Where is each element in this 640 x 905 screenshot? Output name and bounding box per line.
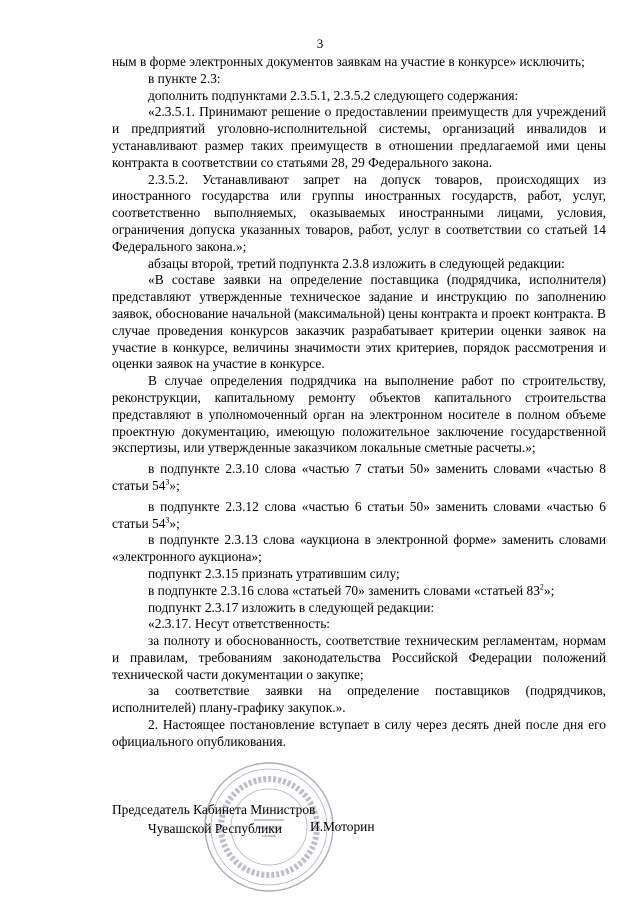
document-body — [112, 54, 606, 751]
superscript-3b: 3 — [165, 515, 170, 525]
signature-block — [112, 800, 315, 838]
paragraph-10-text: в подпункте 2.3.12 слова «частью 6 статьи 50» заменить словами «частью 6 статьи 54 — [112, 498, 606, 531]
signature-title-line2: Чувашской Республики — [148, 821, 282, 836]
paragraph-18: 2. Настоящее постановление вступает в силу через десять дней после дня его официального опубликования. — [112, 717, 606, 749]
paragraph-6: абзацы второй, третий подпункта 2.3.8 изложить в следующей редакции: — [148, 255, 565, 271]
paragraph-7: «В составе заявки на определение поставщика (подрядчика, исполнителя) представляют утвержденные техническое задание и инструкцию по заполнению заявок, обоснование начальной (максимальной) цены контракта и проект контракта. В случае проведения конкурсов заказчик разрабатывает критерии оценки заявок на участие в конкурсе, величины значимости этих критериев, порядок рассмотрения и оценки заявок на участие в конкурсе. — [112, 272, 606, 372]
signature-name: И.Моторин — [310, 819, 375, 834]
paragraph-9 — [112, 461, 606, 495]
paragraph-16: за полноту и обоснованность, соответствие техническим регламентам, нормам и правилам, требованиям законодательства Российской Федерации положений технической части документации о закупке; — [112, 633, 606, 682]
paragraph-3: дополнить подпунктами 2.3.5.1, 2.3.5.2 следующего содержания: — [148, 87, 519, 103]
paragraph-10-end: »; — [169, 515, 180, 531]
superscript-2: 2 — [539, 582, 544, 592]
paragraph-14: подпункт 2.3.17 изложить в следующей редакции: — [148, 599, 435, 615]
paragraph-10 — [112, 499, 606, 533]
paragraph-9-end: »; — [169, 477, 180, 493]
paragraph-15: «2.3.17. Несут ответственность: — [148, 616, 331, 632]
paragraph-4: «2.3.5.1. Принимают решение о предоставлении преимуществ для учреждений и предприятий уголовно-исполнительной системы, организаций инвалидов и устанавливают размер таких преимуществ в отношении предлагаемой ими цены контракта в соответствии со статьями 28, 29 Федерального закона. — [112, 104, 606, 170]
paragraph-2: в пункте 2.3: — [148, 70, 221, 86]
page-number: 3 — [316, 36, 324, 51]
paragraph-13-text: в подпункте 2.3.16 слова «статьей 70» заменить словами «статьей 83 — [148, 582, 540, 598]
paragraph-9-text: в подпункте 2.3.10 слова «частью 7 статьи 50» заменить словами «частью 8 статьи 54 — [112, 461, 606, 493]
paragraph-11: в подпункте 2.3.13 слова «аукциона в электронной форме» заменить словами «электронного аукциона»; — [112, 532, 606, 565]
paragraph-12: подпункт 2.3.15 признать утратившим силу; — [148, 565, 400, 581]
paragraph-17: за соответствие заявки на определение поставщиков (подрядчиков, исполнителей) плану-графику закупок.». — [112, 683, 606, 716]
paragraph-8: В случае определения подрядчика на выполнение работ по строительству, реконструкции, капитальному ремонту объектов капитального строительства представляют в уполномоченный орган на электронном носителе в полном объеме проектную документацию, имеющую положительное заключение государственной экспертизы, или утвержденные заказчиком локальные сметные расчеты.»; — [112, 373, 606, 456]
superscript-3: 3 — [165, 477, 170, 487]
paragraph-5: 2.3.5.2. Устанавливают запрет на допуск товаров, происходящих из иностранного государства или группы иностранных государств, работ, услуг, соответственно выполняемых, оказываемых иностранными лицами, условия, ограничения допуска указанных товаров, работ, услуг в соответствии со статьей 14 Федерального закона.»; — [112, 171, 606, 254]
paragraph-1: ным в форме электронных документов заявкам на участие в конкурсе» исключить; — [112, 54, 585, 69]
signature-title-line1: Председатель Кабинета Министров — [112, 802, 316, 817]
paragraph-13 — [112, 583, 606, 600]
paragraph-13-end: »; — [543, 582, 555, 598]
